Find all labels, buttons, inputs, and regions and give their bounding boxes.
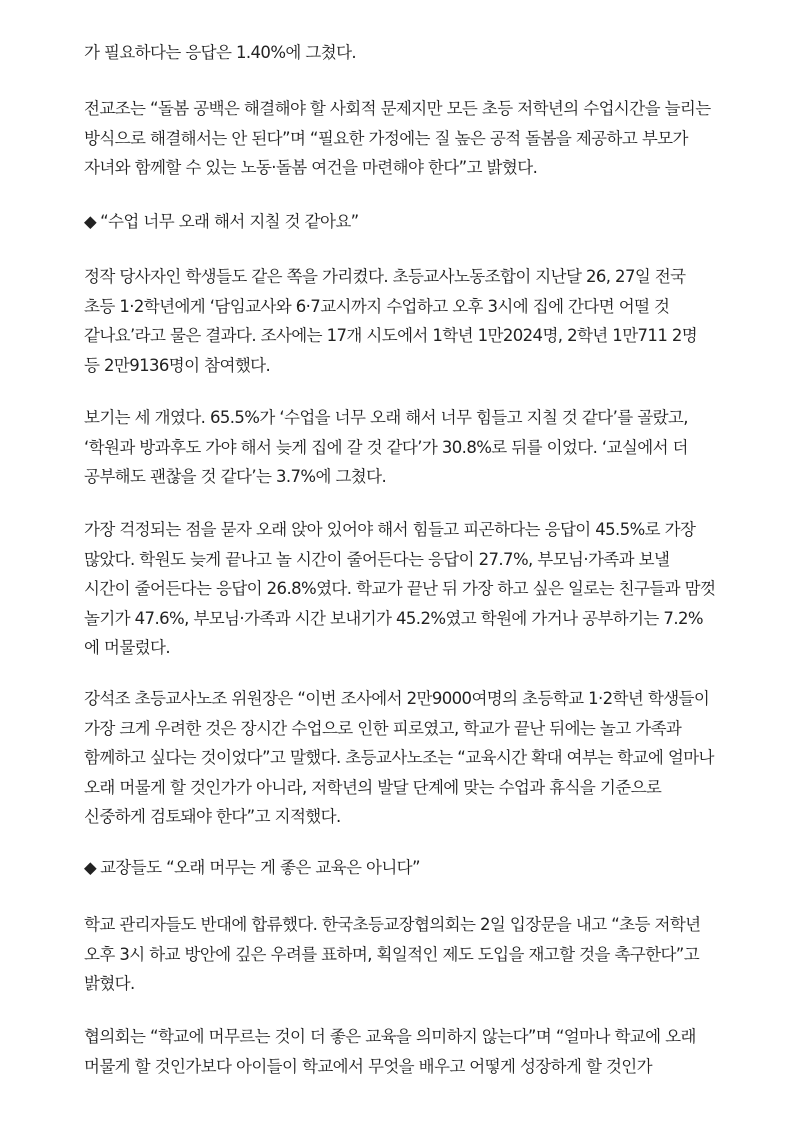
subheading-1-text: “수업 너무 오래 해서 지칠 것 같아요”	[100, 212, 359, 231]
paragraph-7: 학교 관리자들도 반대에 합류했다. 한국초등교장협의회는 2일 입장문을 내고 “초등 저학년 오후 3시 하교 방안에 깊은 우려를 표하며, 획일적인 제도 도입을 재고할 것을 촉구한다”고 밝혔다.	[84, 915, 701, 993]
paragraph-2: 전교조는 “돌봄 공백은 해결해야 할 사회적 문제지만 모든 초등 저학년의 수업시간을 늘리는 방식으로 해결해서는 안 된다”며 “필요한 가정에는 질 높은 공적 돌봄을 제공하고 부모가 자녀와 함께할 수 있는 노동·돌봄 여건을 마련해야 한다”고 밝혔다.	[84, 99, 711, 177]
diamond-bullet-icon: ◆	[84, 858, 97, 877]
paragraph-5: 가장 걱정되는 점을 묻자 오래 앉아 있어야 해서 힘들고 피곤하다는 응답이 45.5%로 가장 많았다. 학원도 늦게 끝나고 놀 시간이 줄어든다는 응답이 27.7%, 부모님·가족과 보낼 시간이 줄어든다는 응답이 26.8%였다. 학교가 끝난 뒤 가장 하고 싶은 일로는 친구들과 맘껏 놀기가 47.6%, 부모님·가족과 시간 보내기가 45.2%였고 학원에 가거나 공부하기는 7.2%에 머물렀다.	[84, 520, 716, 657]
paragraph-8: 협의회는 “학교에 머무르는 것이 더 좋은 교육을 의미하지 않는다”며 “얼마나 학교에 오래 머물게 할 것인가보다 아이들이 학교에서 무엇을 배우고 어떻게 성장하게 할 것인가	[84, 1027, 696, 1076]
paragraph-3: 정작 당사자인 학생들도 같은 쪽을 가리켰다. 초등교사노동조합이 지난달 26, 27일 전국 초등 1·2학년에게 ‘담임교사와 6·7교시까지 수업하고 오후 3시에 집에 간다면 어떨 것 같나요’라고 물은 결과다. 조사에는 17개 시도에서 1학년 1만2024명, 2학년 1만711 2명 등 2만9136명이 참여했다.	[84, 267, 698, 375]
paragraph-6: 강석조 초등교사노조 위원장은 “이번 조사에서 2만9000여명의 초등학교 1·2학년 학생들이 가장 크게 우려한 것은 장시간 수업으로 인한 피로였고, 학교가 끝난 뒤에는 놀고 가족과 함께하고 싶다는 것이었다”고 말했다. 초등교사노조는 “교육시간 확대 여부는 학교에 얼마나 오래 머물게 할 것인가가 아니라, 저학년의 발달 단계에 맞는 수업과 휴식을 기준으로 신중하게 검토돼야 한다”고 지적했다.	[84, 689, 714, 826]
paragraph-1: 가 필요하다는 응답은 1.40%에 그쳤다.	[84, 43, 357, 62]
subheading-2	[84, 853, 716, 883]
subheading-2-text: 교장들도 “오래 머무는 게 좋은 교육은 아니다”	[100, 858, 420, 877]
diamond-bullet-icon: ◆	[84, 212, 97, 231]
paragraph-4: 보기는 세 개였다. 65.5%가 ‘수업을 너무 오래 해서 너무 힘들고 지칠 것 같다’를 골랐고, ‘학원과 방과후도 가야 해서 늦게 집에 갈 것 같다’가 30.8%로 뒤를 이었다. ‘교실에서 더 공부해도 괜찮을 것 같다’는 3.7%에 그쳤다.	[84, 408, 688, 486]
subheading-1	[84, 207, 716, 237]
